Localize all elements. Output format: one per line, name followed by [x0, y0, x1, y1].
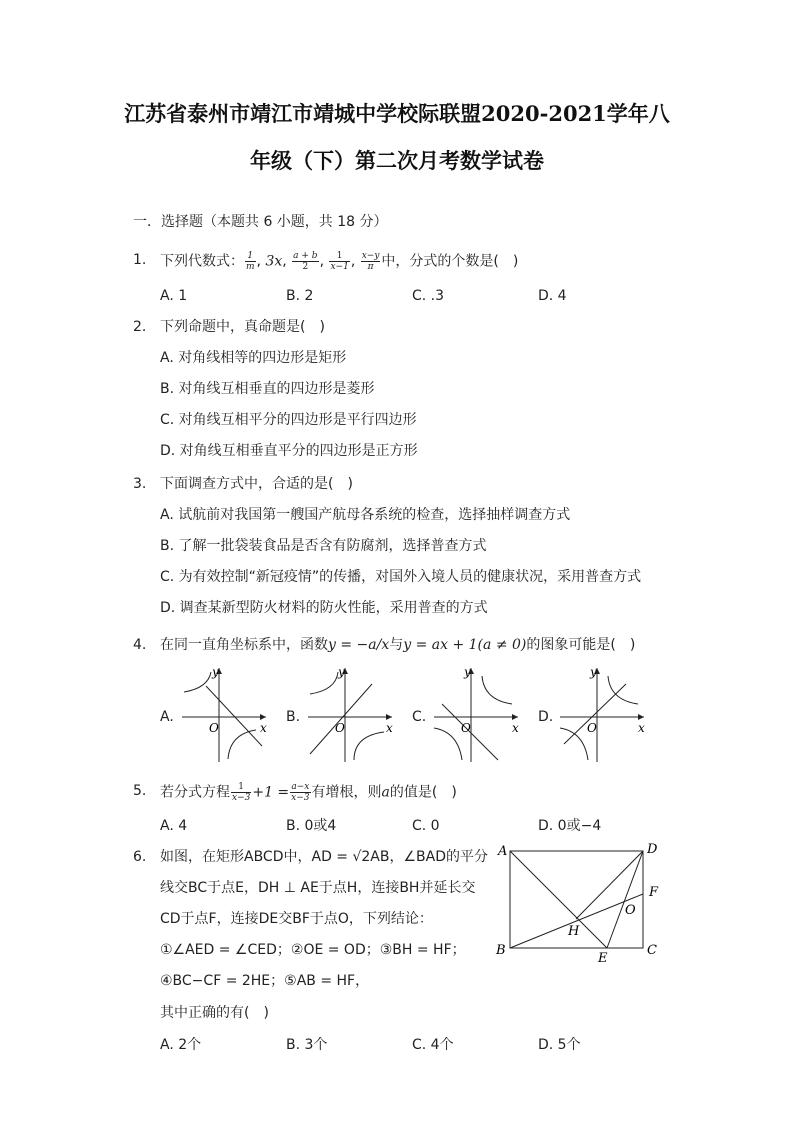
- q1-option-d: D. 4: [538, 288, 567, 304]
- q1-stem: 下列代数式： $\frac{1}{m}$ , 3x, $\frac{a + b}{2}$ , $\frac{1}{x-1}$ , $\frac{x-y}{\pi}$ 中，分式的个数是( ): [160, 251, 519, 272]
- q2-option-c: C. 对角线互相平分的四边形是平行四边形: [160, 412, 417, 428]
- q4-option-b-label: B.: [286, 709, 301, 725]
- q4-stem-mid: 与: [389, 637, 404, 653]
- q6-number: 6.: [133, 849, 147, 865]
- q4-option-d-label: D.: [538, 709, 554, 725]
- origin-label: O: [335, 721, 345, 735]
- q4-stem: [160, 636, 635, 654]
- q5-number: 5.: [133, 783, 147, 799]
- q6-rectangle-figure: [490, 838, 670, 968]
- q1-option-b: B. 2: [286, 288, 314, 304]
- q2-option-d: D. 对角线互相垂直平分的四边形是正方形: [160, 443, 418, 459]
- q1-expr-3: $\frac{a + b}{2}$: [293, 251, 318, 272]
- fig-label-F: F: [649, 885, 659, 900]
- q4-graph-a: [176, 664, 270, 764]
- axis-y-label: y: [464, 665, 471, 679]
- q6-option-d: D. 5个: [538, 1037, 581, 1053]
- q5-var: a: [381, 784, 390, 801]
- q2-number: 2.: [133, 319, 147, 335]
- q1-number: 1.: [133, 252, 147, 268]
- q5-option-a: A. 4: [160, 818, 188, 834]
- axis-x-label: x: [512, 721, 519, 735]
- q5-stem-suffix: 的值是( ): [389, 784, 457, 801]
- page-title-line2: 年级（下）第二次月考数学试卷: [250, 148, 544, 173]
- q6-line-6: 其中正确的有( ): [160, 1005, 269, 1021]
- q5-option-b: B. 0或4: [286, 818, 337, 834]
- q3-number: 3.: [133, 476, 147, 492]
- q4-number: 4.: [133, 637, 147, 653]
- q5-option-d: D. 0或−4: [538, 818, 602, 834]
- q5-frac-right: $\frac{a-x}{x-3}$: [291, 782, 310, 803]
- axis-x-label: x: [386, 721, 393, 735]
- q1-option-a: A. 1: [160, 288, 188, 304]
- fig-label-E: E: [598, 951, 608, 966]
- q6-line-1: 如图，在矩形ABCD中，AD = √2AB，∠BAD的平分: [160, 849, 489, 865]
- q4-option-c-label: C.: [412, 709, 427, 725]
- q4-stem-prefix: 在同一直角坐标系中，函数: [160, 637, 328, 653]
- q1-expr-5: $\frac{x-y}{\pi}$: [361, 251, 380, 272]
- fig-label-H: H: [568, 924, 580, 939]
- q5-stem-mid: 有增根，则: [311, 784, 382, 801]
- q6-option-b: B. 3个: [286, 1037, 328, 1053]
- q5-stem-prefix: 若分式方程: [160, 784, 230, 801]
- axis-x-label: x: [638, 721, 645, 735]
- q2-stem: 下列命题中，真命题是( ): [160, 319, 325, 335]
- q4-graph-b: [302, 664, 396, 764]
- q3-stem: 下面调查方式中，合适的是( ): [160, 476, 353, 492]
- page-title-line1: 江苏省泰州市靖江市靖城中学校际联盟2020-2021学年八: [124, 101, 670, 126]
- fig-label-D: D: [647, 842, 658, 857]
- q6-line-2: 线交BC于点E，DH ⊥ AE于点H，连接BH并延长交: [160, 880, 476, 896]
- q1-expr-1: $\frac{1}{m}$: [246, 251, 255, 272]
- q4-graph-d: [554, 664, 648, 764]
- axis-x-label: x: [260, 721, 267, 735]
- q6-line-4: ①∠AED = ∠CED；②OE = OD；③BH = HF；: [160, 942, 466, 958]
- q4-option-a-label: A.: [160, 709, 174, 725]
- fig-label-A: A: [498, 844, 508, 859]
- fig-label-B: B: [496, 943, 506, 958]
- axis-y-label: y: [338, 665, 345, 679]
- q6-option-c: C. 4个: [412, 1037, 454, 1053]
- section-heading: 一．选择题（本题共 6 小题，共 18 分）: [133, 214, 388, 230]
- q5-frac-left: $\frac{1}{x-3}$: [232, 782, 251, 803]
- q4-graph-c: [428, 664, 522, 764]
- q2-option-a: A. 对角线相等的四边形是矩形: [160, 350, 347, 366]
- origin-label: O: [461, 721, 471, 735]
- q1-stem-prefix: 下列代数式：: [160, 253, 244, 270]
- q3-option-a: A. 试航前对我国第一艘国产航母各系统的检查，选择抽样调查方式: [160, 507, 571, 523]
- q4-func-1: y = −a/x: [328, 637, 390, 653]
- q1-stem-suffix: 中，分式的个数是( ): [381, 253, 519, 270]
- q3-option-b: B. 了解一批袋装食品是否含有防腐剂，选择普查方式: [160, 538, 487, 554]
- fig-label-O: O: [625, 903, 636, 918]
- axis-y-label: y: [212, 665, 219, 679]
- q3-option-c: C. 为有效控制“新冠疫情”的传播，对国外入境人员的健康状况，采用普查方式: [160, 569, 642, 585]
- q1-option-c: C. .3: [412, 288, 445, 304]
- q6-line-5: ④BC−CF = 2HE；⑤AB = HF，: [160, 973, 370, 989]
- q4-func-2: y = ax + 1(a ≠ 0): [403, 637, 527, 653]
- q5-option-c: C. 0: [412, 818, 440, 834]
- q3-option-d: D. 调查某新型防火材料的防火性能，采用普查的方式: [160, 600, 488, 616]
- origin-label: O: [209, 721, 219, 735]
- q6-line-3: CD于点F，连接DE交BF于点O，下列结论：: [160, 911, 433, 927]
- axis-y-label: y: [590, 665, 597, 679]
- q1-expr-4: $\frac{1}{x-1}$: [330, 251, 349, 272]
- q5-stem: 若分式方程 $\frac{1}{x-3}$ +1 = $\frac{a-x}{x-3}$ 有增根，则a的值是( ): [160, 782, 457, 803]
- q2-option-b: B. 对角线互相垂直的四边形是菱形: [160, 381, 375, 397]
- fig-label-C: C: [647, 943, 657, 958]
- q6-option-a: A. 2个: [160, 1037, 202, 1053]
- q4-stem-suffix: 的图象可能是( ): [526, 637, 636, 653]
- origin-label: O: [587, 721, 597, 735]
